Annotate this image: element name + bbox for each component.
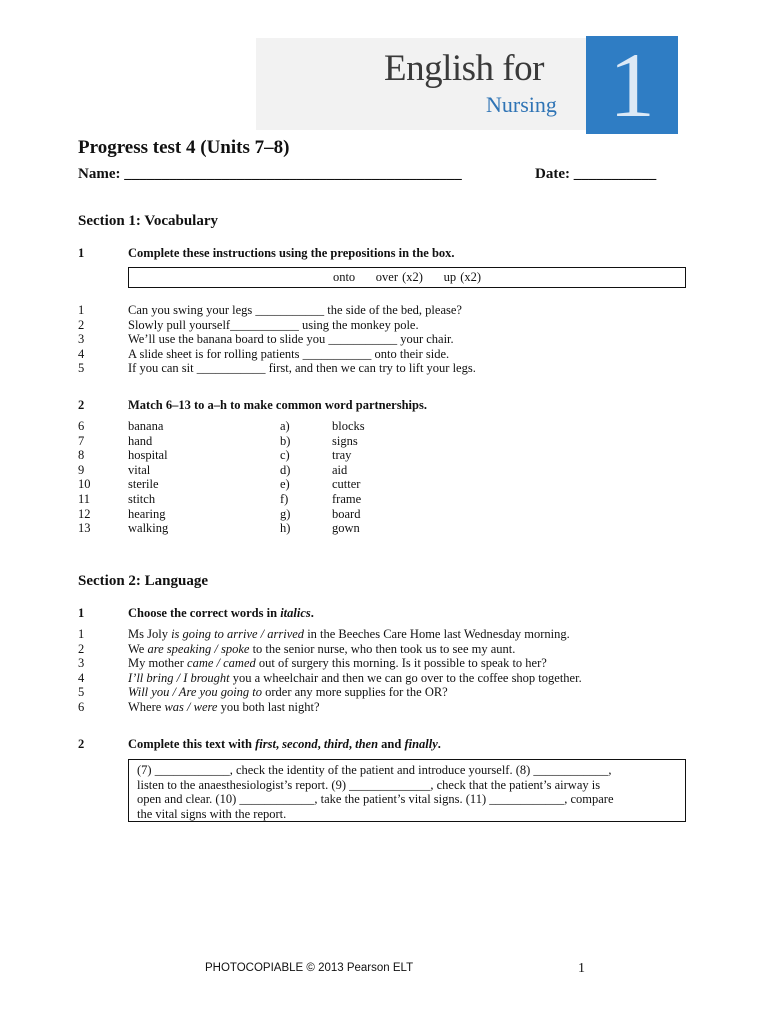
item-text: Ms Joly	[128, 627, 172, 641]
match-letter: g)	[280, 506, 291, 521]
item-number: 1	[78, 303, 85, 317]
list-item	[128, 700, 582, 715]
instruction-italic: then	[355, 737, 379, 751]
item-number: 6	[78, 419, 85, 433]
item-number: 1	[78, 627, 85, 641]
match-partner: frame	[332, 491, 362, 506]
match-partner: blocks	[332, 419, 365, 433]
item-number: 11	[78, 491, 91, 506]
match-word: vital	[128, 462, 151, 477]
instruction-italic: third	[323, 737, 349, 751]
item-text: We	[128, 641, 148, 656]
match-words	[128, 419, 168, 536]
item-number: 6	[78, 699, 85, 714]
match-partner: signs	[332, 433, 358, 448]
match-partner: gown	[332, 521, 360, 536]
gap-fill-line: listen to the anaesthesiologist’s report. (9) _____________, check that the patient’s airway is	[137, 777, 601, 792]
gap-fill-line: the vital signs with the report.	[137, 806, 287, 821]
match-word: walking	[128, 521, 169, 536]
gap-fill-line: open and clear. (10) ____________, take the patient’s vital signs. (11) ____________, compare	[137, 792, 614, 807]
instruction-text: ,	[348, 737, 356, 751]
item-number: 7	[78, 433, 85, 448]
item-number: 2	[78, 317, 85, 332]
item-choice: was / were	[164, 699, 218, 714]
section-2-heading: Section 2: Language	[78, 573, 209, 589]
match-letter: b)	[280, 433, 291, 448]
instruction-italic: italics	[280, 606, 311, 620]
item-choice: came / camed	[187, 656, 256, 671]
match-partner: cutter	[332, 477, 361, 492]
match-word: hospital	[128, 448, 168, 463]
question-instruction: Complete these instructions using the prepositions in the box.	[128, 246, 455, 260]
gap-fill-line: (7) ____________, check the identity of the patient and introduce yourself. (8) ____________,	[137, 763, 612, 777]
match-letter: f)	[280, 491, 289, 506]
item-text: My mother	[128, 656, 188, 671]
match-word: stitch	[128, 491, 156, 506]
instruction-text: and	[378, 737, 405, 751]
match-partner: board	[332, 506, 361, 521]
match-partners	[332, 419, 365, 536]
item-number: 3	[78, 656, 85, 671]
instruction-text: Choose the correct words in	[128, 606, 281, 620]
item-text: out of surgery this morning. Is it possible to speak to her?	[255, 656, 547, 671]
word-box-text: onto over (x2) up (x2)	[332, 270, 482, 284]
instruction-text: ,	[317, 737, 324, 751]
match-word: hearing	[128, 506, 166, 521]
name-field: Name: _____________________________________________	[78, 166, 462, 182]
match-letter: d)	[280, 462, 291, 477]
question-number: 2	[78, 398, 85, 412]
item-text: to the senior nurse, who then took us to see my aunt.	[249, 641, 516, 656]
instruction-text: .	[310, 606, 314, 620]
instruction-italic: first	[255, 737, 276, 751]
gap-fill-box	[128, 759, 686, 822]
match-word: hand	[128, 433, 153, 448]
list-item	[128, 627, 582, 642]
item-choice: I’ll bring / I brought	[128, 670, 230, 685]
match-letter: c)	[280, 448, 290, 463]
section-1-heading: Section 1: Vocabulary	[78, 213, 219, 229]
list-item: If you can sit ___________ first, and then we can try to lift your legs.	[128, 361, 476, 376]
item-choice: is going to arrive / arrived	[171, 627, 305, 641]
instruction-text: Complete this text with	[128, 737, 256, 751]
item-number: 4	[78, 346, 85, 361]
item-text: order any more supplies for the OR?	[262, 685, 448, 700]
item-number: 12	[78, 506, 91, 521]
item-texts	[128, 627, 582, 715]
item-number: 2	[78, 641, 85, 656]
match-letter: a)	[280, 419, 290, 433]
item-number: 10	[78, 477, 91, 492]
match-partner: tray	[332, 448, 352, 463]
item-number: 4	[78, 670, 85, 685]
item-choice: are speaking / spoke	[147, 641, 250, 656]
question-number: 1	[78, 246, 85, 260]
item-text: in the Beeches Care Home last Wednesday morning.	[304, 627, 570, 641]
item-texts	[128, 303, 476, 376]
logo-subtitle: Nursing	[486, 92, 557, 117]
item-text: you both last night?	[217, 699, 320, 714]
item-text: Where	[128, 699, 165, 714]
instruction-text: .	[437, 737, 441, 751]
question-instruction: Match 6–13 to a–h to make common word partnerships.	[128, 398, 427, 412]
list-item	[128, 685, 582, 700]
logo-title: English for	[384, 48, 544, 89]
item-number: 5	[78, 685, 85, 700]
list-item	[128, 671, 582, 686]
instruction-italic: finally	[404, 737, 438, 751]
item-numbers	[78, 303, 84, 376]
word-box	[128, 267, 686, 288]
question-number: 1	[78, 606, 85, 620]
item-numbers	[78, 627, 84, 715]
list-item	[128, 656, 582, 671]
match-numbers	[78, 419, 91, 536]
match-letter: e)	[280, 477, 290, 492]
list-item: Can you swing your legs ___________ the side of the bed, please?	[128, 303, 462, 317]
page-title: Progress test 4 (Units 7–8)	[78, 137, 290, 158]
question-instruction	[128, 606, 314, 621]
item-number: 8	[78, 448, 85, 463]
item-number: 9	[78, 462, 85, 477]
date-field: Date: ___________	[535, 166, 657, 182]
question-instruction	[128, 737, 441, 752]
list-item: We’ll use the banana board to slide you ___________ your chair.	[128, 332, 454, 347]
question-number: 2	[78, 737, 85, 751]
match-word: sterile	[128, 477, 159, 492]
footer-copyright: PHOTOCOPIABLE © 2013 Pearson ELT	[205, 962, 414, 974]
item-text: you a wheelchair and then we can go over to the coffee shop together.	[229, 670, 582, 685]
logo-level-badge	[586, 36, 678, 134]
list-item: Slowly pull yourself___________ using the monkey pole.	[128, 317, 419, 332]
item-number: 5	[78, 361, 85, 376]
item-number: 13	[78, 521, 91, 536]
instruction-italic: second	[282, 737, 318, 751]
match-letters	[280, 419, 290, 536]
item-choice: Will you / Are you going to	[128, 685, 263, 700]
page-number: 1	[578, 961, 585, 976]
match-partner: aid	[332, 462, 348, 477]
match-letter: h)	[280, 521, 291, 536]
list-item	[128, 642, 582, 657]
instruction-text: ,	[275, 737, 283, 751]
logo-level-number: 1	[609, 34, 655, 136]
list-item: A slide sheet is for rolling patients ___________ onto their side.	[128, 346, 450, 361]
item-number: 3	[78, 332, 85, 347]
match-word: banana	[128, 419, 164, 433]
